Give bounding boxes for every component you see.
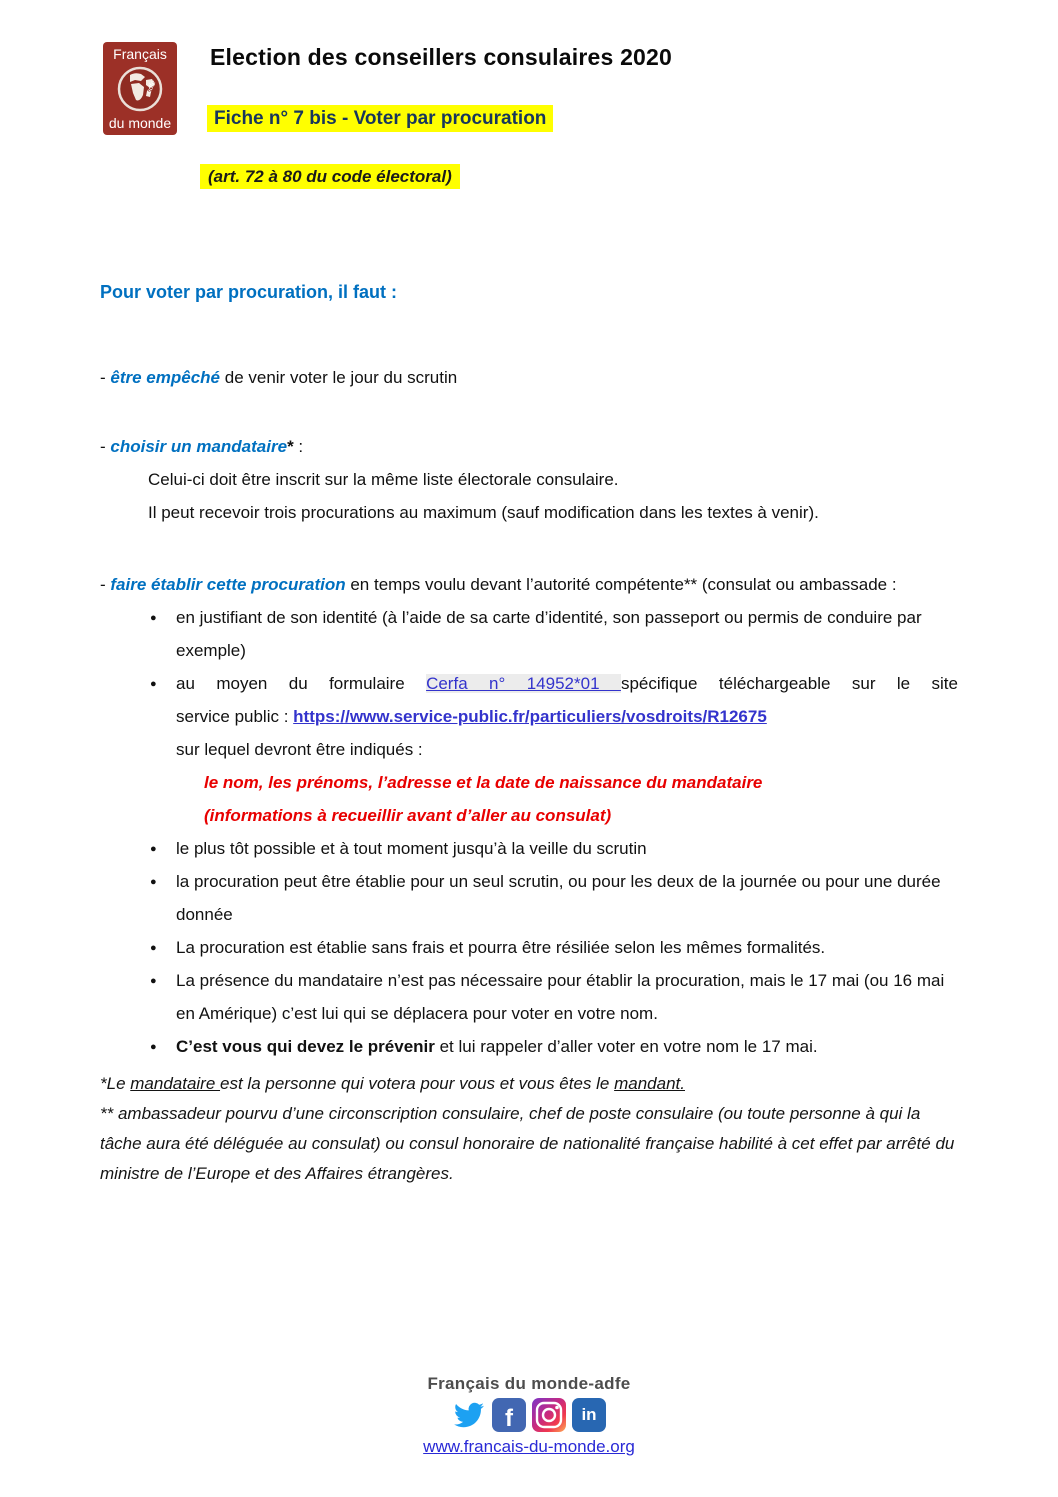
document-body <box>100 276 958 1189</box>
article-reference-highlight: (art. 72 à 80 du code électoral) <box>200 164 460 189</box>
footnote-autorite: ** ambassadeur pourvu d’une circonscription consulaire, chef de poste consulaire (ou toute personne à qui la tâche aura été déléguée au consulat) ou consul honoraire de nationalité française habilité à cet effet par arrêté du ministre de l’Europe et des Affaires étrangères. <box>100 1104 955 1183</box>
bullet-prevenir: ● C’est vous qui devez le prévenir et lui rappeler d’aller voter en votre nom le 17 mai. <box>150 1030 958 1063</box>
condition-etre-empeche: - être empêché de venir voter le jour du scrutin <box>100 368 458 387</box>
article-reference <box>200 167 460 187</box>
bullet-presence: ● La présence du mandataire n’est pas nécessaire pour établir la procuration, mais le 17 mai (ou 16 mai en Amérique) c’est lui qui se déplacera pour voter en votre nom. <box>150 964 958 1030</box>
fiche-subtitle-highlight: Fiche n° 7 bis - Voter par procuration <box>207 105 553 132</box>
francais-du-monde-logo <box>103 42 177 135</box>
facebook-icon[interactable]: f <box>492 1398 526 1432</box>
cerfa-form-link[interactable]: Cerfa n° 14952*01 <box>426 674 621 693</box>
condition-faire-etablir: - faire établir cette procuration en temps voulu devant l’autorité compétente** (consulat ou ambassade : <box>100 575 897 594</box>
globe-icon <box>105 66 175 112</box>
formulaire-suite: sur lequel devront être indiqués : <box>176 740 423 759</box>
mandataire-detail-2: Il peut recevoir trois procurations au maximum (sauf modification dans les textes à venir). <box>148 503 819 522</box>
bullet-formulaire: ● au moyen du formulaire Cerfa n° 14952*01 spécifique téléchargeable sur le site service public : https://www.service-public.fr/particuliers/vosdroits/R12675 sur lequel devront être indiqués : le nom, les prénoms, l’adresse et la date de naissance du mandataire (informations à recueillir avant d’aller au consulat) <box>150 667 958 832</box>
svg-text:adfe: adfe <box>145 79 158 95</box>
condition-choisir-mandataire: - choisir un mandataire* : Celui-ci doit être inscrit sur la même liste électorale consulaire. Il peut recevoir trois procurations au maximum (sauf modification dans les textes à venir). <box>100 430 958 529</box>
emphasis-faire-etablir: faire établir cette procuration <box>110 575 346 594</box>
instagram-icon[interactable] <box>532 1398 566 1432</box>
mandataire-detail-1: Celui-ci doit être inscrit sur la même liste électorale consulaire. <box>148 470 619 489</box>
bullet-delai: ● le plus tôt possible et à tout moment jusqu’à la veille du scrutin <box>150 832 958 865</box>
red-required-info: le nom, les prénoms, l’adresse et la date de naissance du mandataire (informations à recueillir avant d’aller au consulat) <box>204 773 763 825</box>
footer-org-name: Français du monde-adfe <box>427 1374 631 1393</box>
linkedin-icon[interactable]: in <box>572 1398 606 1432</box>
bullet-duree: ● la procuration peut être établie pour un seul scrutin, ou pour les deux de la journée ou pour une durée donnée <box>150 865 958 931</box>
bullet-frais: ● La procuration est établie sans frais et pourra être résiliée selon les mêmes formalités. <box>150 931 958 964</box>
social-icons-row <box>0 1397 1058 1433</box>
intro-heading: Pour voter par procuration, il faut : <box>100 282 398 302</box>
page-title: Election des conseillers consulaires 2020 <box>210 44 673 70</box>
fiche-subtitle <box>207 108 553 130</box>
emphasis-etre-empeche: être empêché <box>110 368 221 387</box>
document-footer <box>0 1374 1058 1457</box>
logo-text-bottom: du monde <box>108 115 172 131</box>
emphasis-choisir-mandataire: choisir un mandataire <box>110 437 288 456</box>
footer-website <box>0 1437 1058 1457</box>
twitter-icon[interactable] <box>452 1398 486 1432</box>
website-link[interactable]: www.francais-du-monde.org <box>423 1437 635 1456</box>
bullet-identite: ● en justifiant de son identité (à l’aide de sa carte d’identité, son passeport ou permis de conduire par exemple) <box>150 601 958 667</box>
logo-text-top: Français <box>113 46 167 62</box>
footnote-mandataire: *Le mandataire est la personne qui votera pour vous et vous êtes le mandant. <box>100 1074 685 1093</box>
service-public-url-link[interactable]: https://www.service-public.fr/particuliers/vosdroits/R12675 <box>293 707 767 726</box>
footnotes <box>100 1069 958 1189</box>
procuration-bullet-list <box>100 601 958 1063</box>
